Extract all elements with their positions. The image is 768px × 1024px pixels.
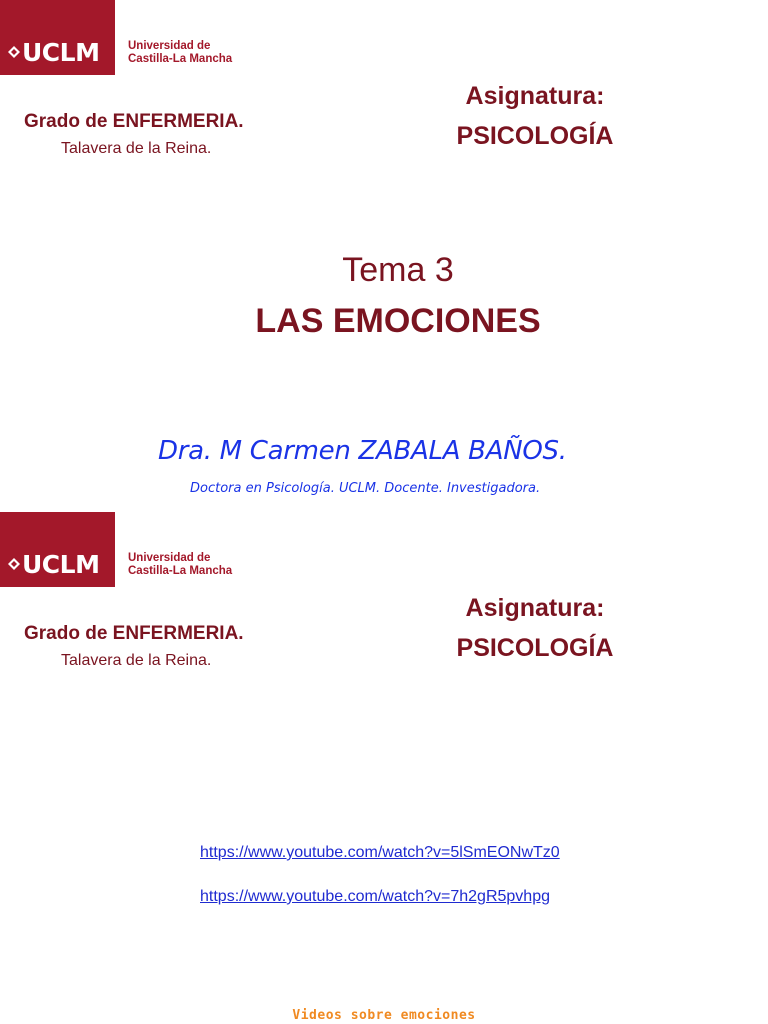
degree-title: Grado de ENFERMERIA. — [24, 111, 244, 132]
youtube-link-2[interactable]: https://www.youtube.com/watch?v=7h2gR5pvhpg — [200, 888, 550, 905]
logo-university-name — [128, 40, 232, 65]
topic-title: LAS EMOCIONES — [255, 302, 541, 340]
subject-name: PSICOLOGÍA — [456, 634, 614, 662]
logo-university-name — [128, 552, 232, 577]
campus-name: Talavera de la Reina. — [61, 140, 212, 157]
diamond-icon — [8, 46, 20, 58]
logo-acronym: UCLM — [22, 38, 100, 67]
logo-name-line1: Universidad de — [128, 552, 211, 564]
topic-number: Tema 3 — [342, 251, 454, 289]
logo-red-panel — [0, 512, 115, 587]
video-links — [200, 842, 580, 930]
logo-name-line2: Castilla-La Mancha — [128, 564, 233, 577]
slide-videos — [0, 512, 768, 1024]
uclm-logo — [0, 0, 240, 75]
logo-red-panel — [0, 0, 115, 75]
subject-label: Asignatura: — [465, 82, 605, 110]
videos-caption: Videos sobre emociones — [292, 1008, 476, 1023]
author-role: Doctora en Psicología. UCLM. Docente. Investigadora. — [190, 481, 541, 496]
diamond-icon — [8, 558, 20, 570]
logo-name-line2: Castilla-La Mancha — [128, 52, 233, 65]
logo-name-line1: Universidad de — [128, 40, 211, 52]
youtube-link-1[interactable]: https://www.youtube.com/watch?v=5lSmEONwTz0 — [200, 844, 560, 861]
subject-name: PSICOLOGÍA — [456, 122, 614, 150]
uclm-logo — [0, 512, 240, 587]
subject-label: Asignatura: — [465, 594, 605, 622]
degree-title: Grado de ENFERMERIA. — [24, 623, 244, 644]
campus-name: Talavera de la Reina. — [61, 652, 212, 669]
author-name: Dra. M Carmen ZABALA BAÑOS. — [158, 436, 567, 466]
logo-acronym: UCLM — [22, 550, 100, 579]
